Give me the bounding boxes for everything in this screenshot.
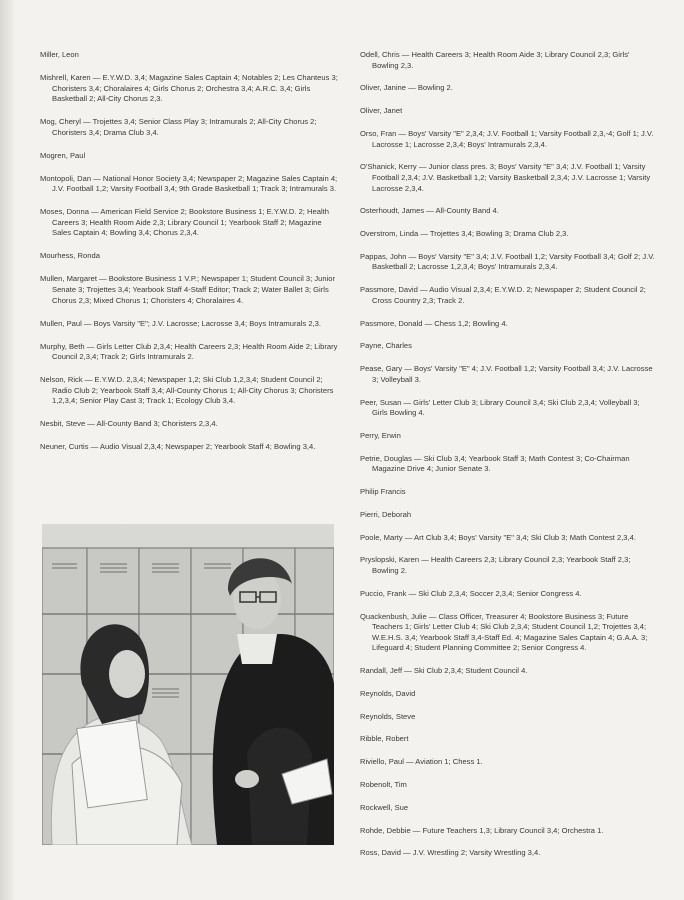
student-entry: Orso, Fran — Boys' Varsity "E" 2,3,4; J.V. Football 1; Varsity Football 2,3,-4; Golf 1; J.V. Lacrosse 1; Lacrosse 2,3,4; Boys' Intramurals 2,3,4. [360, 128, 654, 149]
student-entry: Odell, Chris — Health Careers 3; Health Room Aide 3; Library Council 2,3; Girls' Bowling 2,3. [360, 50, 630, 70]
student-entry: Philip Francis [360, 487, 406, 497]
student-entry: Randall, Jeff — Ski Club 2,3,4; Student Council 4. [360, 666, 528, 676]
student-entry: Moses, Donna — American Field Service 2; Bookstore Business 1; E.Y.W.D. 2; Health Careers 3; Health Room Aide 2,3; Library Council 1; Yearbook Staff 2; Magazine Sales Captain 4; Bowling 3,4; Chorus 2,3,4. [40, 207, 329, 238]
student-entry: Nelson, Rick — E.Y.W.D. 2,3,4; Newspaper 1,2; Ski Club 1,2,3,4; Student Council 2; Radio Club 2; Yearbook Staff 3,4; All-County Chorus 1; All-City Chorus 3; Choristers 1,2,3,4; Senior Play Cast 3; Track 1; Ecology Club 3,4. [40, 375, 334, 406]
student-entry: Ribble, Robert [360, 734, 409, 744]
student-entry: Passmore, Donald — Chess 1,2; Bowling 4. [360, 318, 508, 328]
student-entry: Payne, Charles [360, 341, 412, 351]
student-entry: Rockwell, Sue [360, 802, 409, 812]
student-entry: Pierri, Deborah [360, 509, 412, 519]
student-entry: Overstrom, Linda — Trojettes 3,4; Bowling 3; Drama Club 2,3. [360, 229, 569, 239]
student-entry: Pappas, John — Boys' Varsity "E" 3,4; J.V. Football 1,2; Varsity Football 3,4; Golf 2; J.V. Basketball 2; Lacrosse 1,2,3,4; Boys' Intramurals 2,3,4. [360, 251, 655, 272]
student-entry: Montopoli, Dan — National Honor Society 3,4; Newspaper 2; Magazine Sales Captain 4; J.V. Football 1,2; Varsity Football 3,4; 9th Grade Basketball 1; Track 3; Intramurals 3. [40, 173, 338, 194]
student-entry: Quackenbush, Julie — Class Officer, Treasurer 4; Bookstore Business 3; Future Teachers 1; Girls' Letter Club 4; Ski Club 2,3,4; Student Council 1,2; Trojettes 3,4; W.E.H.S. 3,4; Yearbook Staff 3,4-Staff Ed. 4; Magazine Sales Captain 4; G.A.A. 3; Lifeguard 4; Student Planning Committee 2; Senior Congress 4. [360, 611, 648, 653]
student-entry: Oliver, Janet [360, 106, 403, 116]
student-entry: Rohde, Debbie — Future Teachers 1,3; Library Council 3,4; Orchestra 1. [360, 825, 604, 835]
student-entry: Neuner, Curtis — Audio Visual 2,3,4; Newspaper 2; Yearbook Staff 4; Bowling 3,4. [40, 442, 316, 452]
student-entry: Passmore, David — Audio Visual 2,3,4; E.Y.W.D. 2; Newspaper 2; Student Council 2; Cross Country 2,3; Track 2. [360, 285, 646, 305]
student-entry: Osterhoudt, James — All-County Band 4. [360, 206, 499, 216]
student-entry: Ross, David — J.V. Wrestling 2; Varsity Wrestling 3,4. [360, 848, 541, 858]
student-entry: Perry, Erwin [360, 430, 401, 440]
students-photo [42, 524, 334, 845]
student-entry: Robenolt, Tim [360, 780, 407, 790]
right-column [360, 50, 656, 871]
student-entry: Mogren, Paul [40, 150, 86, 160]
student-entry: Nesbit, Steve — All-County Band 3; Choristers 2,3,4. [40, 419, 218, 429]
student-entry: Murphy, Beth — Girls Letter Club 2,3,4; Health Careers 2,3; Health Room Aide 2; Library Council 2,3,4; Track 2; Girls Intramurals 2. [40, 341, 338, 362]
page-binding-shadow [0, 0, 14, 900]
student-entry: Oliver, Janine — Bowling 2. [360, 83, 453, 93]
student-entry: Mourhess, Ronda [40, 251, 100, 261]
student-entry: Riviello, Paul — Aviation 1; Chess 1. [360, 757, 483, 767]
student-entry: Mullen, Paul — Boys Varsity "E"; J.V. Lacrosse; Lacrosse 3,4; Boys Intramurals 2,3. [40, 318, 321, 328]
student-entry: Miller, Leon [40, 50, 79, 59]
student-entry: Petrie, Douglas — Ski Club 3,4; Yearbook Staff 3; Math Contest 3; Co-Chairman Magazine Drive 4; Junior Senate 3. [360, 453, 630, 474]
photo-illustration [42, 524, 334, 845]
student-entry: Puccio, Frank — Ski Club 2,3,4; Soccer 2,3,4; Senior Congress 4. [360, 588, 582, 598]
student-entry: Reynolds, David [360, 688, 416, 698]
student-entry: Peer, Susan — Girls' Letter Club 3; Library Council 3,4; Ski Club 2,3,4; Volleyball 3; Girls Bowling 4. [360, 397, 640, 418]
student-entry: Poole, Marty — Art Club 3,4; Boys' Varsity "E" 3,4; Ski Club 3; Math Contest 2,3,4. [360, 532, 636, 542]
student-entry: Pease, Gary — Boys' Varsity "E" 4; J.V. Football 1,2; Varsity Football 3,4; J.V. Lacrosse 3; Volleyball 3. [360, 364, 653, 384]
student-entry: Pryslopski, Karen — Health Careers 2,3; Library Council 2,3; Yearbook Staff 2,3; Bowling 2. [360, 555, 631, 575]
left-column [40, 50, 338, 465]
student-entry: Mullen, Margaret — Bookstore Business 1 V.P.; Newspaper 1; Student Council 3; Junior Senate 3; Trojettes 3,4; Yearbook Staff 4-Staff Editor; Track 2; Water Ballet 3; Girls Chorus 2,3; Mixed Chorus 1; Choristers 4; Choralaires 4. [40, 274, 336, 305]
student-entry: Reynolds, Steve [360, 711, 416, 721]
student-entry: O'Shanick, Kerry — Junior class pres. 3; Boys' Varsity "E" 3,4; J.V. Football 1; Varsity Football 2,3,4; J.V. Basketball 1,2; Varsity Basketball 2,3,4; J.V. Lacrosse 1; Varsity Lacrosse 2,3,4. [360, 162, 651, 193]
student-entry: Mog, Cheryl — Trojettes 3,4; Senior Class Play 3; Intramurals 2; All-City Chorus 2; Choristers 3,4; Drama Club 3,4. [40, 117, 317, 137]
student-entry: Mishrell, Karen — E.Y.W.D. 3,4; Magazine Sales Captain 4; Notables 2; Les Chanteus 3; Choristers 3,4; Choralaires 4; Girls Chorus 2; Orchestra 3,4; A.R.C. 3,4; Girls Basketball 2; All-City Chorus 2,3. [40, 72, 338, 104]
